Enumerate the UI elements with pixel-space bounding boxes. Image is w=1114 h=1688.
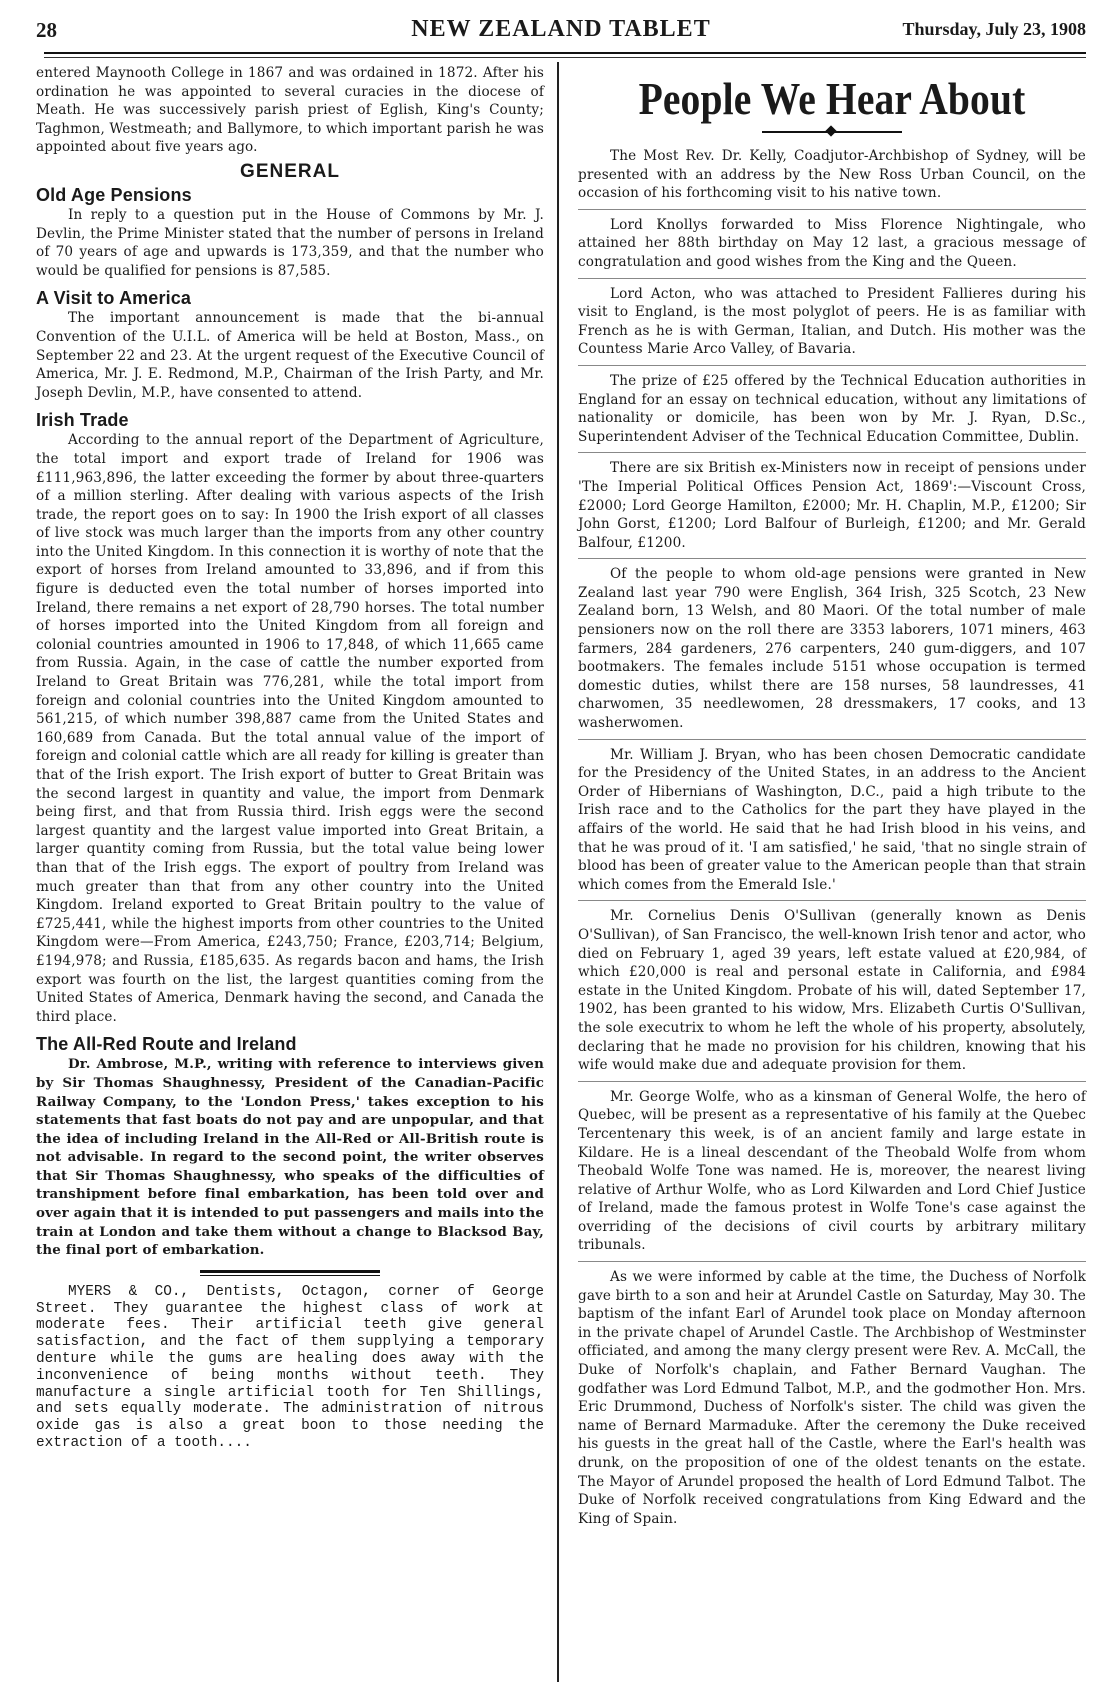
article-body: Dr. Ambrose, M.P., writing with reference to interviews given by Sir Thomas Shaughnessy, President of the Canadian-Pacific Railway Company, to the 'London Press,' takes exception to his statements that fast boats do not pay and are unpopular, and that the idea of including Ireland in the All-Red or All-British route is not advisable. In regard to the second point, the writer observes that Sir Thomas Shaughnessy, who speaks of the difficulties of transhipment before final embarkation, has been told over and over again that it is intended to put passengers and mails into the train at London and take them without a change to Blacksod Bay, the final port of embarkation. (36, 1056, 544, 1259)
diamond-icon (825, 125, 836, 136)
left-column (36, 64, 544, 1452)
news-item: Mr. George Wolfe, who as a kinsman of General Wolfe, the hero of Quebec, will be present as a representative of his family at the Quebec Tercentenary this week, is of an ancient family and large estate in Kildare. He is a lineal descendant of the Theobald Wolfe from whom Theobald Wolfe Tone was named. He is, moreover, the nearest living relative of Arthur Wolfe, who as Lord Kilwarden and Lord Chief Justice of Ireland, made the famous protest in Wolfe Tone's case against the overriding of the decisions of civil courts by arbitrary military tribunals. (578, 1088, 1086, 1262)
news-item: Lord Acton, who was attached to President Fallieres during his visit to England, is the most polyglot of peers. He is as familiar with French as he is with German, Italian, and Dutch. His mother was the Countess Marie Arco Valley, of Bavaria. (578, 285, 1086, 366)
news-item: There are six British ex-Ministers now in receipt of pensions under 'The Imperial Political Offices Pension Act, 1869':—Viscount Cross, £2000; Lord George Hamilton, £2000; Mr. H. Chaplin, M.P., £1200; Sir John Gorst, £1200; Lord Balfour of Burleigh, £1200; and Mr. Gerald Balfour, £1200. (578, 459, 1086, 559)
continued-paragraph: entered Maynooth College in 1867 and was ordained in 1872. After his ordination he was appointed to several curacies in the diocese of Meath. He was successively parish priest of Eglish, King's County; Taghmon, Westmeath; and Ballymore, to which important parish he was appointed about five years ago. (36, 65, 544, 156)
news-item: Mr. Cornelius Denis O'Sullivan (generally known as Denis O'Sullivan), of San Francisco, the well-known Irish tenor and actor, who died on February 1, aged 39 years, left estate valued at £20,984, of which £20,000 is real and personal estate in California, and £984 estate in the United Kingdom. Probate of his will, dated September 17, 1902, has been granted to his widow, Mrs. Elizabeth Curtis O'Sullivan, the sole executrix to whom he left the whole of his property, absolutely, declaring that he made no provision for his children, knowing that his wife would make due and adequate provision for them. (578, 907, 1086, 1081)
issue-date: Thursday, July 23, 1908 (902, 19, 1086, 39)
article-heading: Irish Trade (36, 410, 129, 431)
publication-title: NEW ZEALAND TABLET (411, 16, 711, 42)
news-item: The prize of £25 offered by the Technical Education authorities in England for an essay on technical education, without any limitations of nationality or domicile, has been won by Mr. J. Ryan, D.Sc., Superintendent Adviser of the Technical Education Committee, Dublin. (578, 372, 1086, 453)
column-divider (557, 62, 559, 1682)
ornament-divider (762, 127, 902, 137)
page-number: 28 (36, 18, 57, 42)
article-body: In reply to a question put in the House of Commons by Mr. J. Devlin, the Prime Minister stated that the number of persons in Ireland of 70 years of age and upwards is 173,359, and that the number who would be qualified for pensions is 87,585. (36, 206, 544, 279)
article-heading: A Visit to America (36, 288, 192, 309)
column-title: People We Hear About (638, 73, 1026, 124)
news-item: Lord Knollys forwarded to Miss Florence Nightingale, who attained her 88th birthday on May 12 last, a gracious message of congratulation and good wishes from the King and the Queen. (578, 216, 1086, 279)
masthead (36, 12, 1086, 48)
advertisement: MYERS & CO., Dentists, Octagon, corner of George Street. They guarantee the highest class of work at moderate fees. Their artificial teeth give general satisfaction, and the fact of them supplying a temporary denture while the gums are healing does away with the inconvenience of being months without teeth. They manufacture a single artificial tooth for Ten Shillings, and sets equally moderate. The administration of nitrous oxide gas is also a great boon to those needing the extraction of a tooth.... (36, 1283, 544, 1452)
right-column (578, 62, 1086, 1540)
news-item: Mr. William J. Bryan, who has been chosen Democratic candidate for the Presidency of the United States, in an address to the Ancient Order of Hibernians of Washington, D.C., paid a high tribute to the Irish race and to the Catholics for the part they have played in the affairs of the world. He said that he had Irish blood in his veins, and that he was proud of it. 'I am satisfied,' he said, 'that no single strain of blood has been of greater value to the American people than that strain which comes from the Emerald Isle.' (578, 746, 1086, 902)
news-item: Of the people to whom old-age pensions were granted in New Zealand last year 790 were English, 364 Irish, 325 Scotch, 23 New Zealand born, 13 Welsh, and 80 Maori. Of the total number of male pensioners now on the roll there are 3353 laborers, 1071 miners, 463 farmers, 284 gardeners, 276 carpenters, 240 gum-diggers, and 107 bootmakers. The females include 5151 whose occupation is termed domestic duties, whilst there are 158 nurses, 58 laundresses, 41 charwomen, 35 needlewomen, 28 dressmakers, 17 cooks, and 13 washerwomen. (578, 565, 1086, 739)
header-rule (44, 52, 1086, 54)
news-item: The Most Rev. Dr. Kelly, Coadjutor-Archbishop of Sydney, will be presented with an address by the New Ross Urban Council, on the occasion of his forthcoming visit to his native town. (578, 147, 1086, 210)
article-body: According to the annual report of the Department of Agriculture, the total import and export trade of Ireland for 1906 was £111,963,896, the latter exceeding the former by about three-quarters of a million sterling. After dealing with various aspects of the Irish trade, the report goes on to say: In 1900 the Irish export of all classes of live stock was much larger than the imports from any other country into the United Kingdom. In this connection it is worthy of note that the export of horses from Ireland amounted to 33,896, and if from this figure is deducted even the total number of horses imported into Ireland, there remains a net export of 28,790 horses. The total number of horses imported into the United Kingdom from all foreign and colonial countries amounted in 1906 to 17,848, of which 11,665 came from Russia. Again, in the case of cattle the number exported from Ireland to Great Britain was 776,281, while the total import from foreign and colonial countries into the United Kingdom amounted to 561,215, of which number 398,887 came from the United States and 160,689 from Canada. But the total annual value of the import of foreign and colonial cattle which are all ready for killing is greater than that of the Irish export. The Irish export of butter to Great Britain was the second largest in quantity and value, the import from Denmark being first, and that from Russia third. Irish eggs were the second largest quantity and the largest value imported into Great Britain, a larger quantity coming from Russia, but the total value being lower than that of the Irish eggs. The export of poultry from Ireland was much greater than that from any other country into the United Kingdom. Ireland exported to Great Britain poultry to the value of £725,441, while the highest imports from other countries to the United Kingdom were—From America, £243,750; France, £203,714; Belgium, £194,978; and Russia, £185,635. As regards bacon and hams, the Irish export was fourth on the list, the largest quantities coming from the United States of America, Denmark having the second, and Canada the third place. (36, 432, 544, 1025)
article-heading: The All-Red Route and Ireland (36, 1034, 297, 1055)
news-item: As we were informed by cable at the time, the Duchess of Norfolk gave birth to a son and heir at Arundel Castle on Saturday, May 30. The baptism of the infant Earl of Arundel took place on Monday afternoon in the private chapel of Arundel Castle. The Archbishop of Westminster officiated, and among the many clergy present were Rev. A. McCall, the Duke of Norfolk's chaplain, and Father Bernard Vaughan. The godfather was Lord Edmund Talbot, M.P., and the godmother Hon. Mrs. Eric Drummond, Duchess of Norfolk's sister. The child was given the name of Bernard Marmaduke. After the ceremony the Duke received his guests in the great hall of the Castle, where the Earl's health was drunk, on the proposition of one of the oldest tenants on the estate. The Mayor of Arundel proposed the health of Lord Edmund Talbot. The Duke of Norfolk received congratulations from King Edward and the King of Spain. (578, 1269, 1086, 1527)
article-heading: Old Age Pensions (36, 184, 192, 205)
separator-rule (200, 1270, 380, 1276)
header-rule-thin (44, 57, 1086, 58)
article-body: The important announcement is made that the bi-annual Convention of the U.I.L. of America will be held at Boston, Mass., on September 22 and 23. At the urgent request of the Executive Council of America, Mr. J. E. Redmond, M.P., Chairman of the Irish Party, and Mr. Joseph Devlin, M.P., have consented to attend. (36, 310, 544, 401)
section-heading: GENERAL (240, 160, 340, 182)
